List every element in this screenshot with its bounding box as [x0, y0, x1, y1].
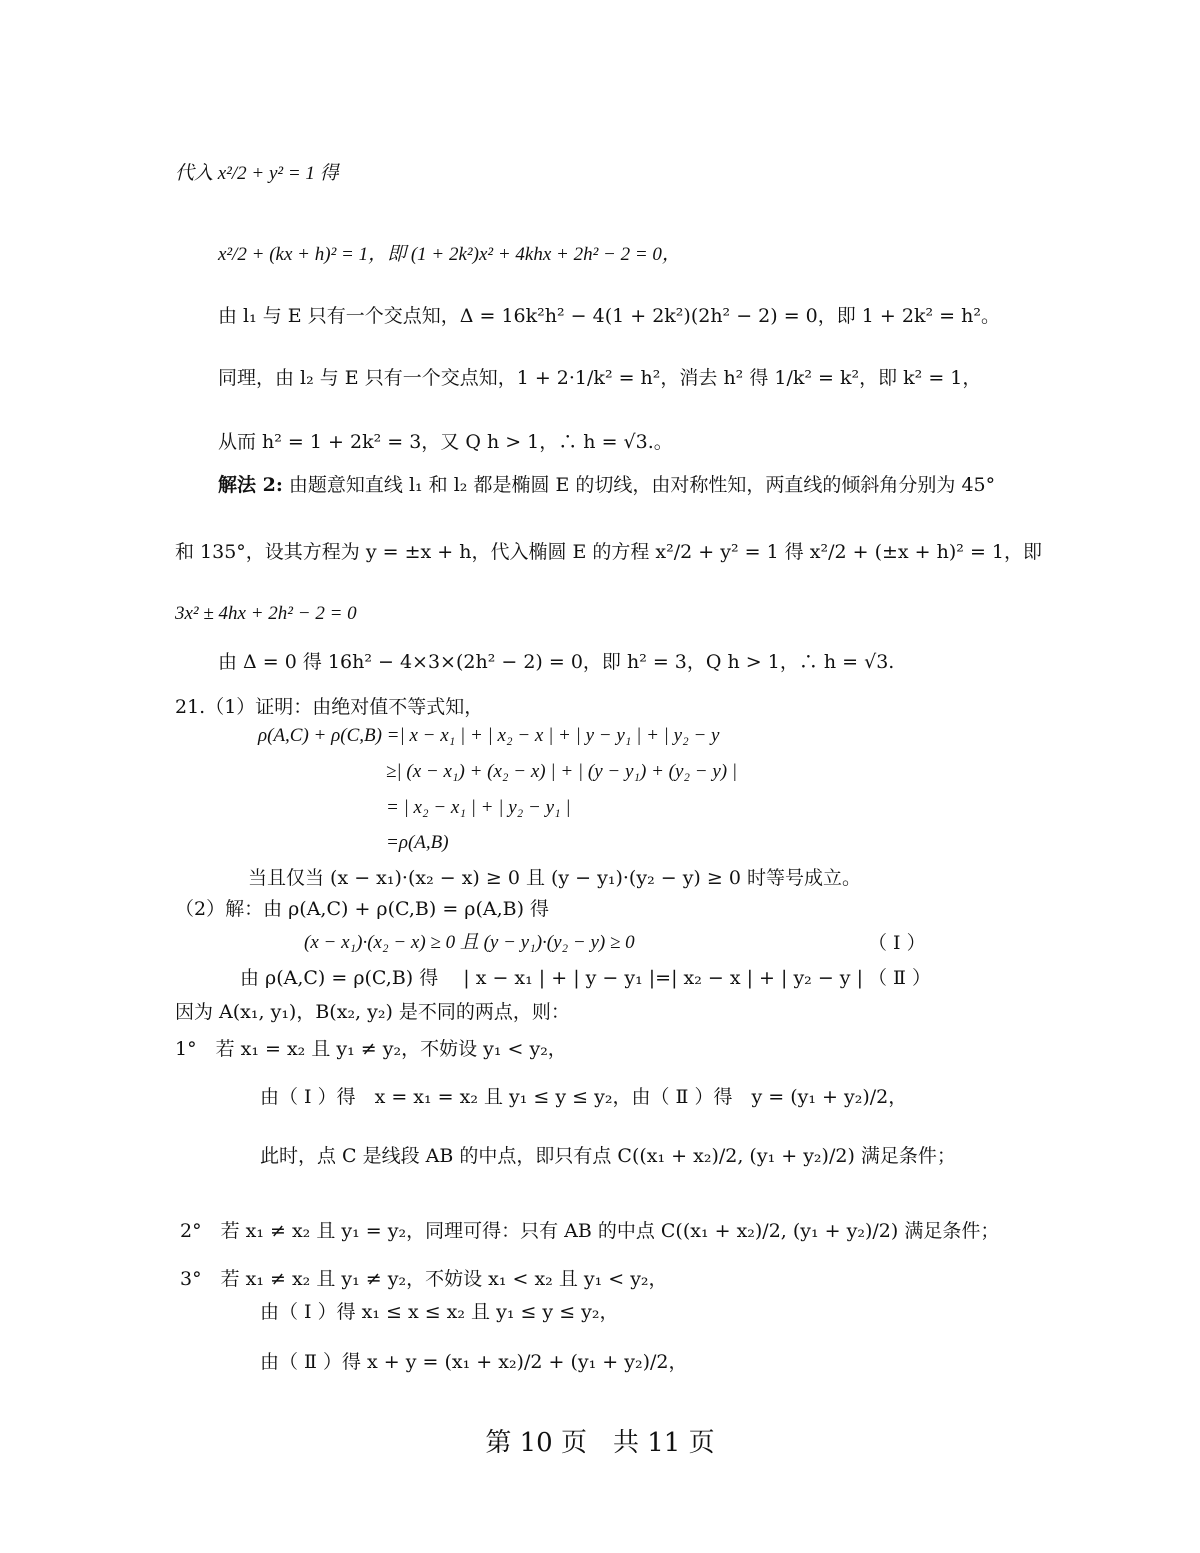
- line-18: 由 ρ(A,C) = ρ(C,B) 得 | x − x₁ | + | y − y₁ |=| x₂ − x | + | y₂ − y |: [240, 967, 863, 989]
- line-9: 由 Δ = 0 得 16h² − 4×3×(2h² − 2) = 0，即 h² = 3，Q h > 1，∴ h = √3.: [218, 651, 895, 673]
- line-21: 由（ Ⅰ ）得 x = x₁ = x₂ 且 y₁ ≤ y ≤ y₂，由（ Ⅱ ）得 y = (y₁ + y₂)/2，: [260, 1086, 908, 1108]
- solution-2-text: 由题意知直线 l₁ 和 l₂ 都是椭圆 E 的切线，由对称性知，两直线的倾斜角分别为 45°: [288, 474, 996, 496]
- line-26: 由（ Ⅱ ）得 x + y = (x₁ + x₂)/2 + (y₁ + y₂)/2，: [260, 1351, 688, 1373]
- line-4: 同理，由 l₂ 与 E 只有一个交点知，1 + 2·1/k² = h²，消去 h² 得 1/k² = k²，即 k² = 1，: [218, 367, 982, 389]
- line-7: 和 135°，设其方程为 y = ±x + h，代入椭圆 E 的方程 x²/2 + y² = 1 得 x²/2 + (±x + h)² = 1，即: [175, 541, 1042, 563]
- line-14: =ρ(A,B): [386, 832, 449, 853]
- line-25: 由（ Ⅰ ）得 x₁ ≤ x ≤ x₂ 且 y₁ ≤ y ≤ y₂，: [260, 1301, 619, 1323]
- line-3: 由 l₁ 与 E 只有一个交点知，Δ = 16k²h² − 4(1 + 2k²)(2h² − 2) = 0，即 1 + 2k² = h²。: [218, 305, 1000, 327]
- line-13: = | x₂ − x₁ | + | y₂ − y₁ |: [386, 797, 571, 818]
- line-23: 2° 若 x₁ ≠ x₂ 且 y₁ = y₂，同理可得：只有 AB 的中点 C((x₁ + x₂)/2, (y₁ + y₂)/2) 满足条件；: [180, 1220, 1000, 1242]
- line-16: （2）解：由 ρ(A,C) + ρ(C,B) = ρ(A,B) 得: [175, 898, 550, 920]
- line-5: 从而 h² = 1 + 2k² = 3，又 Q h > 1，∴ h = √3.。: [218, 431, 673, 453]
- line-10: 21.（1）证明：由绝对值不等式知，: [175, 696, 484, 718]
- line-22: 此时，点 C 是线段 AB 的中点，即只有点 C((x₁ + x₂)/2, (y₁ + y₂)/2) 满足条件；: [260, 1145, 956, 1167]
- page-footer: 第 10 页 共 11 页: [485, 1428, 715, 1458]
- line-2: x²/2 + (kx + h)² = 1，即 (1 + 2k²)x² + 4khx + 2h² − 2 = 0，: [218, 244, 681, 265]
- line-17: (x − x₁)·(x₂ − x) ≥ 0 且 (y − y₁)·(y₂ − y) ≥ 0: [304, 932, 635, 953]
- line-20: 1° 若 x₁ = x₂ 且 y₁ ≠ y₂，不妨设 y₁ < y₂，: [175, 1038, 567, 1060]
- line-11: ρ(A,C) + ρ(C,B) =| x − x₁ | + | x₂ − x | + | y − y₁ | + | y₂ − y: [258, 725, 720, 746]
- condition-tag-1: （ Ⅰ ）: [868, 932, 926, 954]
- line-24: 3° 若 x₁ ≠ x₂ 且 y₁ ≠ y₂，不妨设 x₁ < x₂ 且 y₁ < y₂，: [180, 1268, 668, 1290]
- line-6: [218, 473, 995, 497]
- line-8: 3x² ± 4hx + 2h² − 2 = 0: [175, 603, 357, 624]
- line-1: 代入 x²/2 + y² = 1 得: [175, 163, 339, 184]
- line-15: 当且仅当 (x − x₁)·(x₂ − x) ≥ 0 且 (y − y₁)·(y₂ − y) ≥ 0 时等号成立。: [248, 867, 861, 889]
- line-19: 因为 A(x₁, y₁)，B(x₂, y₂) 是不同的两点，则：: [175, 1001, 570, 1023]
- line-12: ≥| (x − x₁) + (x₂ − x) | + | (y − y₁) + (y₂ − y) |: [386, 761, 738, 782]
- condition-tag-2: （ Ⅱ ）: [868, 967, 931, 989]
- solution-2-heading: 解法 2:: [218, 474, 283, 496]
